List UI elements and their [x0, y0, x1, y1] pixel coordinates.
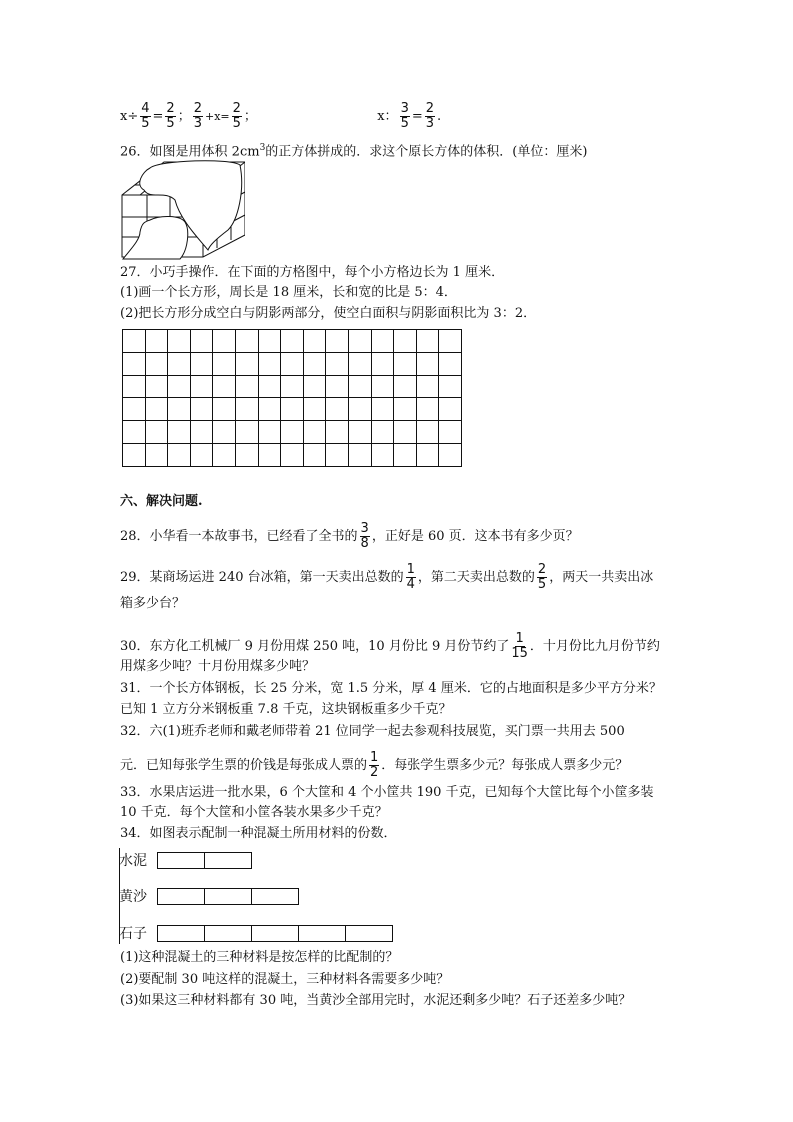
grid-cell	[348, 443, 371, 466]
grid-cell	[416, 421, 439, 444]
question-32-line-2: 元．已知每张学生票的价钱是每张成人票的 $\frac{1}{2}$ ．每张学生票多少元？每张成人票多少元？	[120, 750, 629, 780]
grid-cell	[326, 330, 349, 353]
grid-cell	[123, 352, 146, 375]
grid-cell	[281, 375, 304, 398]
part-box	[345, 925, 393, 942]
grid-cell	[145, 421, 168, 444]
grid-cell	[326, 443, 349, 466]
grid-cell	[123, 421, 146, 444]
question-32: 32．六(1)班乔老师和戴老师带着 21 位同学一起去参观科技展览，买门票一共用去 500	[120, 724, 625, 739]
grid-cell	[190, 375, 213, 398]
grid-cell	[326, 352, 349, 375]
grid-cell	[371, 330, 394, 353]
grid-cell	[281, 398, 304, 421]
question-30: 30．东方化工机械厂 9 月份用煤 250 吨，10 月份比 9 月份节约了 $\frac{1}{15}$ ．十月份比九月份节约	[120, 631, 660, 661]
grid-cell	[123, 398, 146, 421]
grid-cell	[258, 398, 281, 421]
grid-cell	[190, 421, 213, 444]
grid-cell	[145, 375, 168, 398]
grid-cell	[394, 443, 417, 466]
material-bar	[158, 852, 252, 869]
square-grid	[122, 329, 462, 467]
grid-cell	[190, 398, 213, 421]
section-heading: 六、解决问题.	[120, 494, 203, 509]
question-26: 26．如图是用体积 $2cm^3$的正方体拼成的．求这个原长方体的体积．(单位：厘米)	[120, 143, 588, 160]
grid-cell	[145, 330, 168, 353]
grid-cell	[168, 375, 191, 398]
grid-cell	[416, 330, 439, 353]
grid-cell	[416, 375, 439, 398]
question-31: 31．一个长方体钢板，长 25 分米，宽 1.5 分米，厚 4 厘米．它的占地面积是多少平方分米？	[120, 681, 662, 696]
question-31-line-2: 已知 1 立方分米钢板重 7.8 千克，这块钢板重多少千克？	[120, 702, 452, 717]
grid-cell	[371, 375, 394, 398]
grid-cell	[168, 330, 191, 353]
fraction: $\frac{2}{3}$	[425, 101, 435, 131]
grid-cell	[235, 352, 258, 375]
grid-cell	[303, 421, 326, 444]
question-27: 27．小巧手操作．在下面的方格图中，每个小方格边长为 1 厘米．	[120, 265, 505, 280]
grid-cell	[213, 330, 236, 353]
grid-cell	[416, 352, 439, 375]
grid-cell	[371, 443, 394, 466]
grid-cell	[123, 375, 146, 398]
grid-cell	[145, 352, 168, 375]
grid-cell	[213, 443, 236, 466]
grid-cell	[303, 443, 326, 466]
grid-cell	[168, 443, 191, 466]
material-label: 水泥	[119, 853, 147, 869]
grid-cell	[348, 352, 371, 375]
grid-cell	[168, 352, 191, 375]
question-27-part-1: (1)画一个长方形，周长是 18 厘米，长和宽的比是 5：4．	[120, 285, 457, 300]
grid-cell	[168, 398, 191, 421]
grid-cell	[235, 375, 258, 398]
equations-line: x÷ $\frac{4}{5}$ = $\frac{2}{5}$ ； $\frac{2}{3}$ +x= $\frac{2}{5}$ ； x： $\frac{3}{5}$ = $\frac{2}{3}$ .	[120, 101, 442, 131]
grid-cell	[145, 398, 168, 421]
grid-cell	[394, 398, 417, 421]
grid-cell	[371, 352, 394, 375]
grid-cell	[439, 375, 462, 398]
grid-cell	[394, 375, 417, 398]
grid-cell	[123, 330, 146, 353]
grid-cell	[235, 330, 258, 353]
question-27-part-2: (2)把长方形分成空白与阴影两部分，使空白面积与阴影面积比为 3：2．	[120, 306, 537, 321]
grid-cell	[258, 421, 281, 444]
grid-cell	[416, 398, 439, 421]
fraction: $\frac{2}{5}$	[166, 101, 175, 131]
grid-cell	[439, 421, 462, 444]
part-box	[298, 925, 346, 942]
grid-cell	[439, 330, 462, 353]
question-34-part-3: (3)如果这三种材料都有 30 吨，当黄沙全部用完时，水泥还剩多少吨？石子还差多少吨？	[120, 993, 632, 1008]
grid-cell	[371, 398, 394, 421]
question-28: 28．小华看一本故事书，已经看了全书的 $\frac{3}{8}$ ，正好是 60 页．这本书有多少页？	[120, 521, 579, 551]
grid-cell	[258, 330, 281, 353]
grid-cell	[303, 398, 326, 421]
part-box	[204, 852, 252, 869]
grid-cell	[281, 330, 304, 353]
part-box	[157, 925, 205, 942]
grid-cell	[213, 375, 236, 398]
grid-cell	[190, 443, 213, 466]
grid-cell	[303, 352, 326, 375]
grid-cell	[439, 352, 462, 375]
grid-cell	[168, 421, 191, 444]
grid-cell	[348, 330, 371, 353]
grid-cell	[326, 421, 349, 444]
grid-cell	[371, 421, 394, 444]
grid-cell	[190, 330, 213, 353]
grid-cell	[326, 375, 349, 398]
grid-cell	[145, 443, 168, 466]
grid-cell	[281, 443, 304, 466]
grid-cell	[235, 443, 258, 466]
question-34-part-2: (2)要配制 30 吨这样的混凝土，三种材料各需要多少吨？	[120, 972, 450, 987]
material-label: 黄沙	[119, 889, 147, 905]
question-29: 29．某商场运进 240 台冰箱，第一天卖出总数的 $\frac{1}{4}$ ，第二天卖出总数的 $\frac{2}{5}$ ，两天一共卖出冰	[120, 562, 654, 592]
grid-cell	[416, 443, 439, 466]
grid-cell	[258, 443, 281, 466]
grid-cell	[348, 398, 371, 421]
grid-cell	[394, 421, 417, 444]
question-34: 34．如图表示配制一种混凝土所用材料的份数．	[120, 826, 397, 841]
grid-cell	[394, 352, 417, 375]
part-box	[251, 888, 299, 905]
fraction: $\frac{2}{3}$	[193, 101, 202, 131]
grid-cell	[281, 352, 304, 375]
question-33-line-2: 10 千克．每个大筐和小筐各装水果多少千克？	[120, 805, 388, 820]
grid-cell	[439, 443, 462, 466]
fraction: $\frac{4}{5}$	[141, 101, 150, 131]
grid-cell	[190, 352, 213, 375]
text: x÷	[120, 109, 139, 124]
grid-cell	[258, 375, 281, 398]
grid-cell	[213, 421, 236, 444]
question-30-line-2: 用煤多少吨？十月份用煤多少吨？	[120, 659, 316, 674]
grid-cell	[303, 375, 326, 398]
grid-cell	[394, 330, 417, 353]
grid-cell	[281, 421, 304, 444]
grid-cell	[303, 330, 326, 353]
part-box	[251, 925, 299, 942]
material-bar	[158, 925, 393, 942]
fraction: $\frac{3}{5}$	[400, 101, 409, 131]
grid-cell	[213, 398, 236, 421]
grid-cell	[348, 421, 371, 444]
part-box	[204, 925, 252, 942]
question-34-part-1: (1)这种混凝土的三种材料是按怎样的比配制的？	[120, 950, 399, 965]
material-label: 石子	[119, 926, 147, 942]
part-box	[204, 888, 252, 905]
question-33: 33．水果店运进一批水果，6 个大筐和 4 个小筐共 190 千克，已知每个大筐比每个小筐多装	[120, 785, 654, 800]
question-29-line-2: 箱多少台？	[120, 596, 186, 611]
fraction: $\frac{2}{5}$	[232, 101, 241, 131]
grid-cell	[258, 352, 281, 375]
part-box	[157, 888, 205, 905]
cuboid-figure	[120, 160, 245, 260]
grid-cell	[326, 398, 349, 421]
part-box	[157, 852, 205, 869]
grid-cell	[235, 398, 258, 421]
grid-cell	[348, 375, 371, 398]
grid-cell	[123, 443, 146, 466]
grid-cell	[439, 398, 462, 421]
material-bar	[158, 888, 299, 905]
grid-cell	[213, 352, 236, 375]
grid-cell	[235, 421, 258, 444]
